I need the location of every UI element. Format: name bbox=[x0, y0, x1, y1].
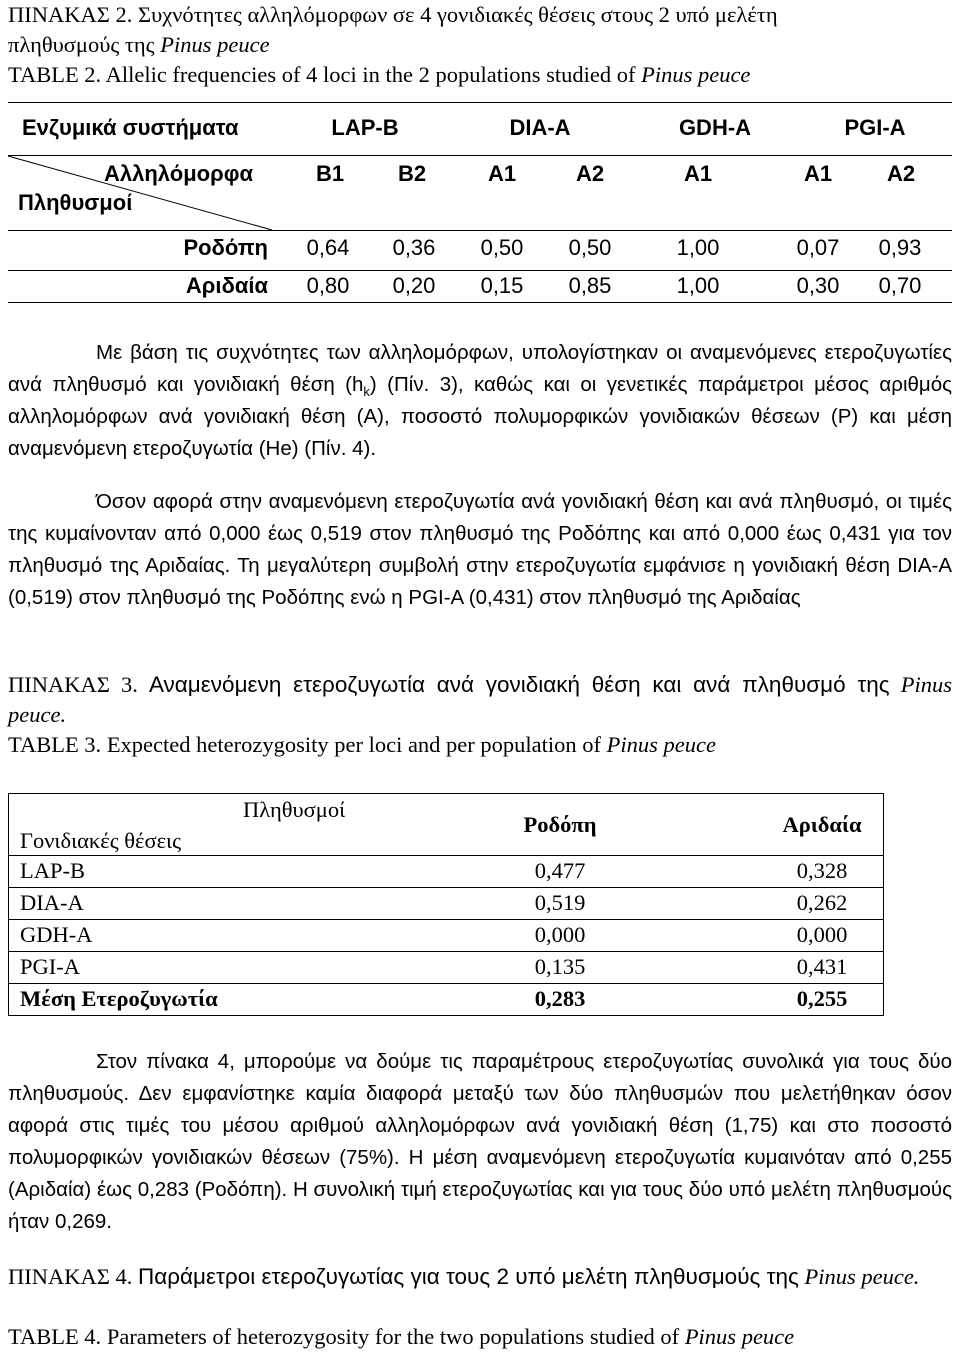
table2-allele: A1 bbox=[683, 161, 713, 186]
table4-caption-gr-label: ΠΙΝΑΚΑΣ 4. bbox=[8, 1264, 133, 1289]
paragraph-2: Όσον αφορά στην αναμενόμενη ετεροζυγωτία ανά γονιδιακή θέση και ανά πληθυσμό, οι τιμές της κυμαίνονταν από 0,000 έως 0,519 στον πληθυσμό της Ροδόπης και από 0,000 έως 0,431 για τον πληθυσμό της Αριδαίας. Τη μεγαλύτερη συμβολή στην ετεροζυγωτία εμφάνισε η γονιδιακή θέση DIA-A (0,519) στον πληθυσμό της Ροδόπης ενώ η PGI-A (0,431) στον πληθυσμό της Αριδαίας bbox=[8, 490, 952, 609]
table3-loci-label: Γονιδιακές θέσεις bbox=[20, 828, 182, 853]
table3-row-name: GDH-A bbox=[20, 922, 93, 947]
table3-value: 0,000 bbox=[534, 922, 586, 947]
table3-rule bbox=[8, 951, 884, 952]
table2-allele: A2 bbox=[886, 161, 916, 186]
table4-caption-en-label: TABLE 4. bbox=[8, 1324, 102, 1349]
table2-value: 0,64 bbox=[306, 235, 350, 260]
table2-value: 0,50 bbox=[480, 235, 524, 260]
table3-mean-value: 0,283 bbox=[534, 986, 586, 1011]
table4-caption-en-text: Parameters of heterozygosity for the two populations studied of bbox=[106, 1324, 680, 1349]
table3-caption-gr-species: Pinus peuce. bbox=[8, 672, 953, 727]
table2-value: 1,00 bbox=[676, 273, 720, 298]
table3-rule bbox=[8, 887, 884, 888]
table3-populations-label: Πληθυσμοί bbox=[243, 797, 346, 822]
table3-value: 0,477 bbox=[534, 858, 586, 883]
table3-mean-label: Μέση Ετεροζυγωτία bbox=[20, 986, 218, 1011]
table2-caption-gr-text2: πληθυσμούς της bbox=[8, 32, 155, 57]
table2-value: 0,36 bbox=[392, 235, 436, 260]
table3-value: 0,431 bbox=[796, 954, 848, 979]
table3-row-name: PGI-A bbox=[20, 954, 80, 979]
table2-allele: A1 bbox=[803, 161, 833, 186]
table3-caption-en-species: Pinus peuce bbox=[606, 732, 716, 757]
table4-caption-en bbox=[8, 1322, 794, 1352]
table2-allele: B2 bbox=[397, 161, 427, 186]
table3-value: 0,135 bbox=[534, 954, 586, 979]
table2-value: 0,07 bbox=[796, 235, 840, 260]
table3-value: 0,262 bbox=[796, 890, 848, 915]
table2-caption-gr-label: ΠΙΝΑΚΑΣ 2. bbox=[8, 2, 133, 27]
table3-caption-en-text: Expected heterozygosity per loci and per population of bbox=[106, 732, 602, 757]
table2-value: 0,20 bbox=[392, 273, 436, 298]
table2-value: 0,15 bbox=[480, 273, 524, 298]
table2-caption-en-label: TABLE 2. bbox=[8, 62, 102, 87]
table2-row-name: Ροδόπη bbox=[183, 235, 268, 260]
table2-allele: A1 bbox=[487, 161, 517, 186]
table3-mean-value: 0,255 bbox=[796, 986, 848, 1011]
table3-col-header: Ροδόπη bbox=[523, 812, 597, 837]
table4-caption-gr bbox=[8, 1262, 952, 1292]
table3-caption-gr-label: ΠΙΝΑΚΑΣ 3. bbox=[8, 672, 138, 697]
table4-caption-gr-species: Pinus peuce. bbox=[804, 1264, 920, 1289]
table2-locus: GDH-A bbox=[678, 115, 752, 140]
table2-value: 0,85 bbox=[568, 273, 612, 298]
table2-value: 0,80 bbox=[306, 273, 350, 298]
table3-rule bbox=[8, 793, 884, 794]
table2-value: 0,70 bbox=[878, 273, 922, 298]
table2-locus: PGI-A bbox=[844, 115, 906, 140]
paragraph-1-subscript: k bbox=[363, 384, 370, 400]
table3-rule bbox=[8, 793, 9, 1016]
table3-col-header: Αριδαία bbox=[782, 812, 862, 837]
table2-populations-label: Πληθυσμοί bbox=[18, 190, 133, 215]
table2-caption-en-text: Allelic frequencies of 4 loci in the 2 populations studied of bbox=[105, 62, 636, 87]
table3-value: 0,000 bbox=[796, 922, 848, 947]
table2-caption-gr-text: Συχνότητες αλληλόμορφων σε 4 γονιδιακές θέσεις στους 2 υπό μελέτη bbox=[137, 2, 778, 27]
table2-caption-en-species: Pinus peuce bbox=[641, 62, 751, 87]
table2-value: 1,00 bbox=[676, 235, 720, 260]
table2-caption-gr-species: Pinus peuce bbox=[160, 32, 270, 57]
table3-row-name: DIA-A bbox=[20, 890, 84, 915]
table3-caption-gr-text: Αναμενόμενη ετεροζυγωτία ανά γονιδιακή θέση και ανά πληθυσμό της bbox=[148, 672, 890, 697]
table2-value: 0,50 bbox=[568, 235, 612, 260]
table2-alleles-label: Αλληλόμορφα bbox=[104, 161, 253, 186]
table2-locus: DIA-A bbox=[509, 115, 571, 140]
paragraph-1-part1: Με βάση τις συχνότητες των αλληλομόρφων, υπολογίστηκαν οι αναμενόμενες ετεροζυγωτίες ανά πληθυσμό και γονιδιακή θέση (h bbox=[8, 341, 952, 396]
table2-allele: B1 bbox=[315, 161, 345, 186]
table3-caption-en-label: TABLE 3. bbox=[8, 732, 102, 757]
table3-value: 0,519 bbox=[534, 890, 586, 915]
table3-value: 0,328 bbox=[796, 858, 848, 883]
table2-value: 0,93 bbox=[878, 235, 922, 260]
paragraph-3: Στον πίνακα 4, μπορούμε να δούμε τις παραμέτρους ετεροζυγωτίας συνολικά για τους δύο πληθυσμούς. Δεν εμφανίστηκε καμία διαφορά μεταξύ των δύο πληθυσμών που μελετήθηκαν όσον αφορά στις τιμές του μέσου αριθμού αλληλομόρφων ανά γονιδιακή θέση (1,75) και στο ποσοστό πολυμορφικών γονιδιακών θέσεων (75%). Η μέση αναμενόμενη ετεροζυγωτία κυμαινόταν από 0,255 (Αριδαία) έως 0,283 (Ροδόπη). Η συνολική τιμή ετεροζυγωτίας και για τους δύο υπό μελέτη πληθυσμούς ήταν 0,269. bbox=[8, 1050, 952, 1233]
table2-row-name: Αριδαία bbox=[185, 273, 268, 298]
table2-value: 0,30 bbox=[796, 273, 840, 298]
table2-locus: LAP-B bbox=[331, 115, 399, 140]
table2-systems-label: Ενζυμικά συστήματα bbox=[22, 115, 239, 140]
table4-caption-en-species: Pinus peuce bbox=[684, 1324, 795, 1349]
table3-rule bbox=[8, 919, 884, 920]
table3-row-name: LAP-B bbox=[20, 858, 86, 883]
paragraph-1-part2: ) (Πίν. 3), καθώς και οι γενετικές παράμετροι μέσος αριθμός αλληλομόρφων ανά γονιδιακή θέση (A), ποσοστό πολυμορφικών γονιδιακών θέσεων (P) και μέση αναμενόμενη ετεροζυγωτία (He) (Πίν. 4). bbox=[8, 373, 952, 460]
table3-rule bbox=[8, 1015, 884, 1016]
table2-allele: A2 bbox=[575, 161, 605, 186]
table4-caption-gr-text: Παράμετροι ετεροζυγωτίας για τους 2 υπό μελέτη πληθυσμούς της bbox=[137, 1264, 799, 1289]
